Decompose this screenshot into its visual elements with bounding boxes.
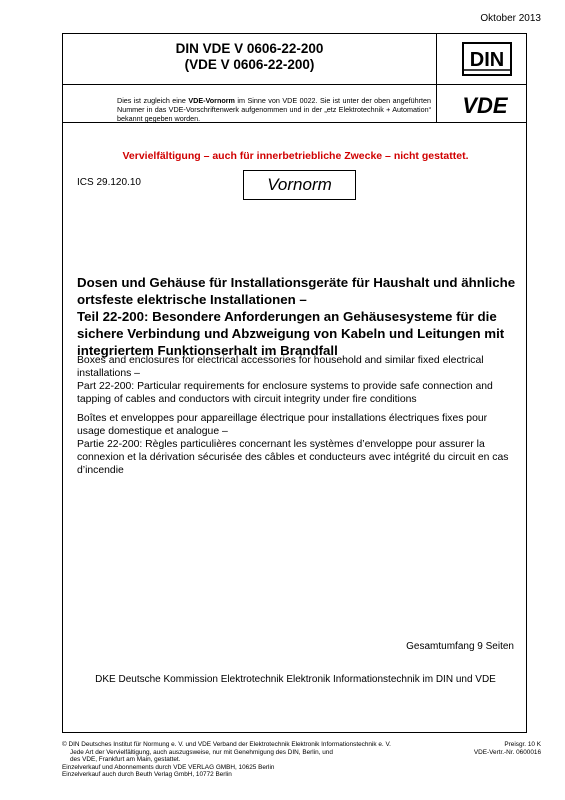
document-type-box: Vornorm xyxy=(243,170,356,200)
standard-number-din: DIN VDE V 0606-22-200 xyxy=(175,41,324,56)
footer-copyright: © DIN Deutsches Institut für Normung e. V. und VDE Verband der Elektrotechnik Elektronik Informationstechnik e. V. Jede Art der Vervielfältigung, auch auszugsweise, nur mit Genehmigung des DIN, Berlin, und des VDE, Frankfurt am Main, gestattet. Einzelverkauf und Abonnements durch VDE VERLAG GMBH, 10625 Berlin Einzelverkauf auch durch Beuth Verlag GmbH, 10772 Berlin xyxy=(62,741,391,779)
title-english: Boxes and enclosures for electrical accessories for household and similar fixed electrical installations – Part 22-200: Particular requirements for enclosure systems to provide safe connection and tapping of cables and conductors with circuit integrity under fire conditions xyxy=(77,355,493,405)
committee-name: DKE Deutsche Kommission Elektrotechnik Elektronik Informationstechnik im DIN und VDE xyxy=(95,674,496,685)
price-group: Preisgr. 10 K xyxy=(504,741,541,748)
title-french: Boîtes et enveloppes pour appareillage électrique pour installations électriques fixes pour usage domestique et analogue – Partie 22-200: Règles particulières concernant les systèmes d’enveloppe pour assurer la connexion et la dérivation sécurisée des câbles et conducteurs avec intégrité du circuit en cas d’incendie xyxy=(77,413,509,476)
vde-contract-number: VDE-Vertr.-Nr. 0600016 xyxy=(473,748,541,756)
vde-logo xyxy=(446,94,524,116)
divider-logo-column xyxy=(436,34,437,122)
title-page-frame xyxy=(62,33,527,733)
vde-notice: Dies ist zugleich eine VDE-Vornorm im Sinne von VDE 0022. Sie ist unter der oben angeführten Nummer in das VDE-Vorschriftenwerk aufgenommen und in der „etz Elektrotechnik + Automation“ bekannt gegeben worden. xyxy=(117,96,431,123)
total-pages: Gesamtumfang 9 Seiten xyxy=(406,641,514,652)
ics-code: ICS 29.120.10 xyxy=(77,177,141,188)
reproduction-warning: Vervielfältigung – auch für innerbetriebliche Zwecke – nicht gestattet. xyxy=(122,150,469,162)
title-german: Dosen und Gehäuse für Installationsgeräte für Haushalt und ähnliche ortsfeste elektrische Installationen – Teil 22-200: Besondere Anforderungen an Gehäusesysteme für die sichere Verbindung und Abzweigung von Kabeln und Leitungen mit integriertem Funktionserhalt im Brandfall xyxy=(77,275,516,358)
din-logo xyxy=(462,42,512,76)
standard-number xyxy=(63,41,436,73)
svg-text:VDE: VDE xyxy=(462,94,508,116)
svg-text:DIN: DIN xyxy=(469,49,505,71)
standard-number-vde: (VDE V 0606-22-200) xyxy=(184,57,315,72)
divider-header-top xyxy=(63,84,526,85)
publication-date: Oktober 2013 xyxy=(480,13,541,24)
footer-price xyxy=(474,741,541,756)
